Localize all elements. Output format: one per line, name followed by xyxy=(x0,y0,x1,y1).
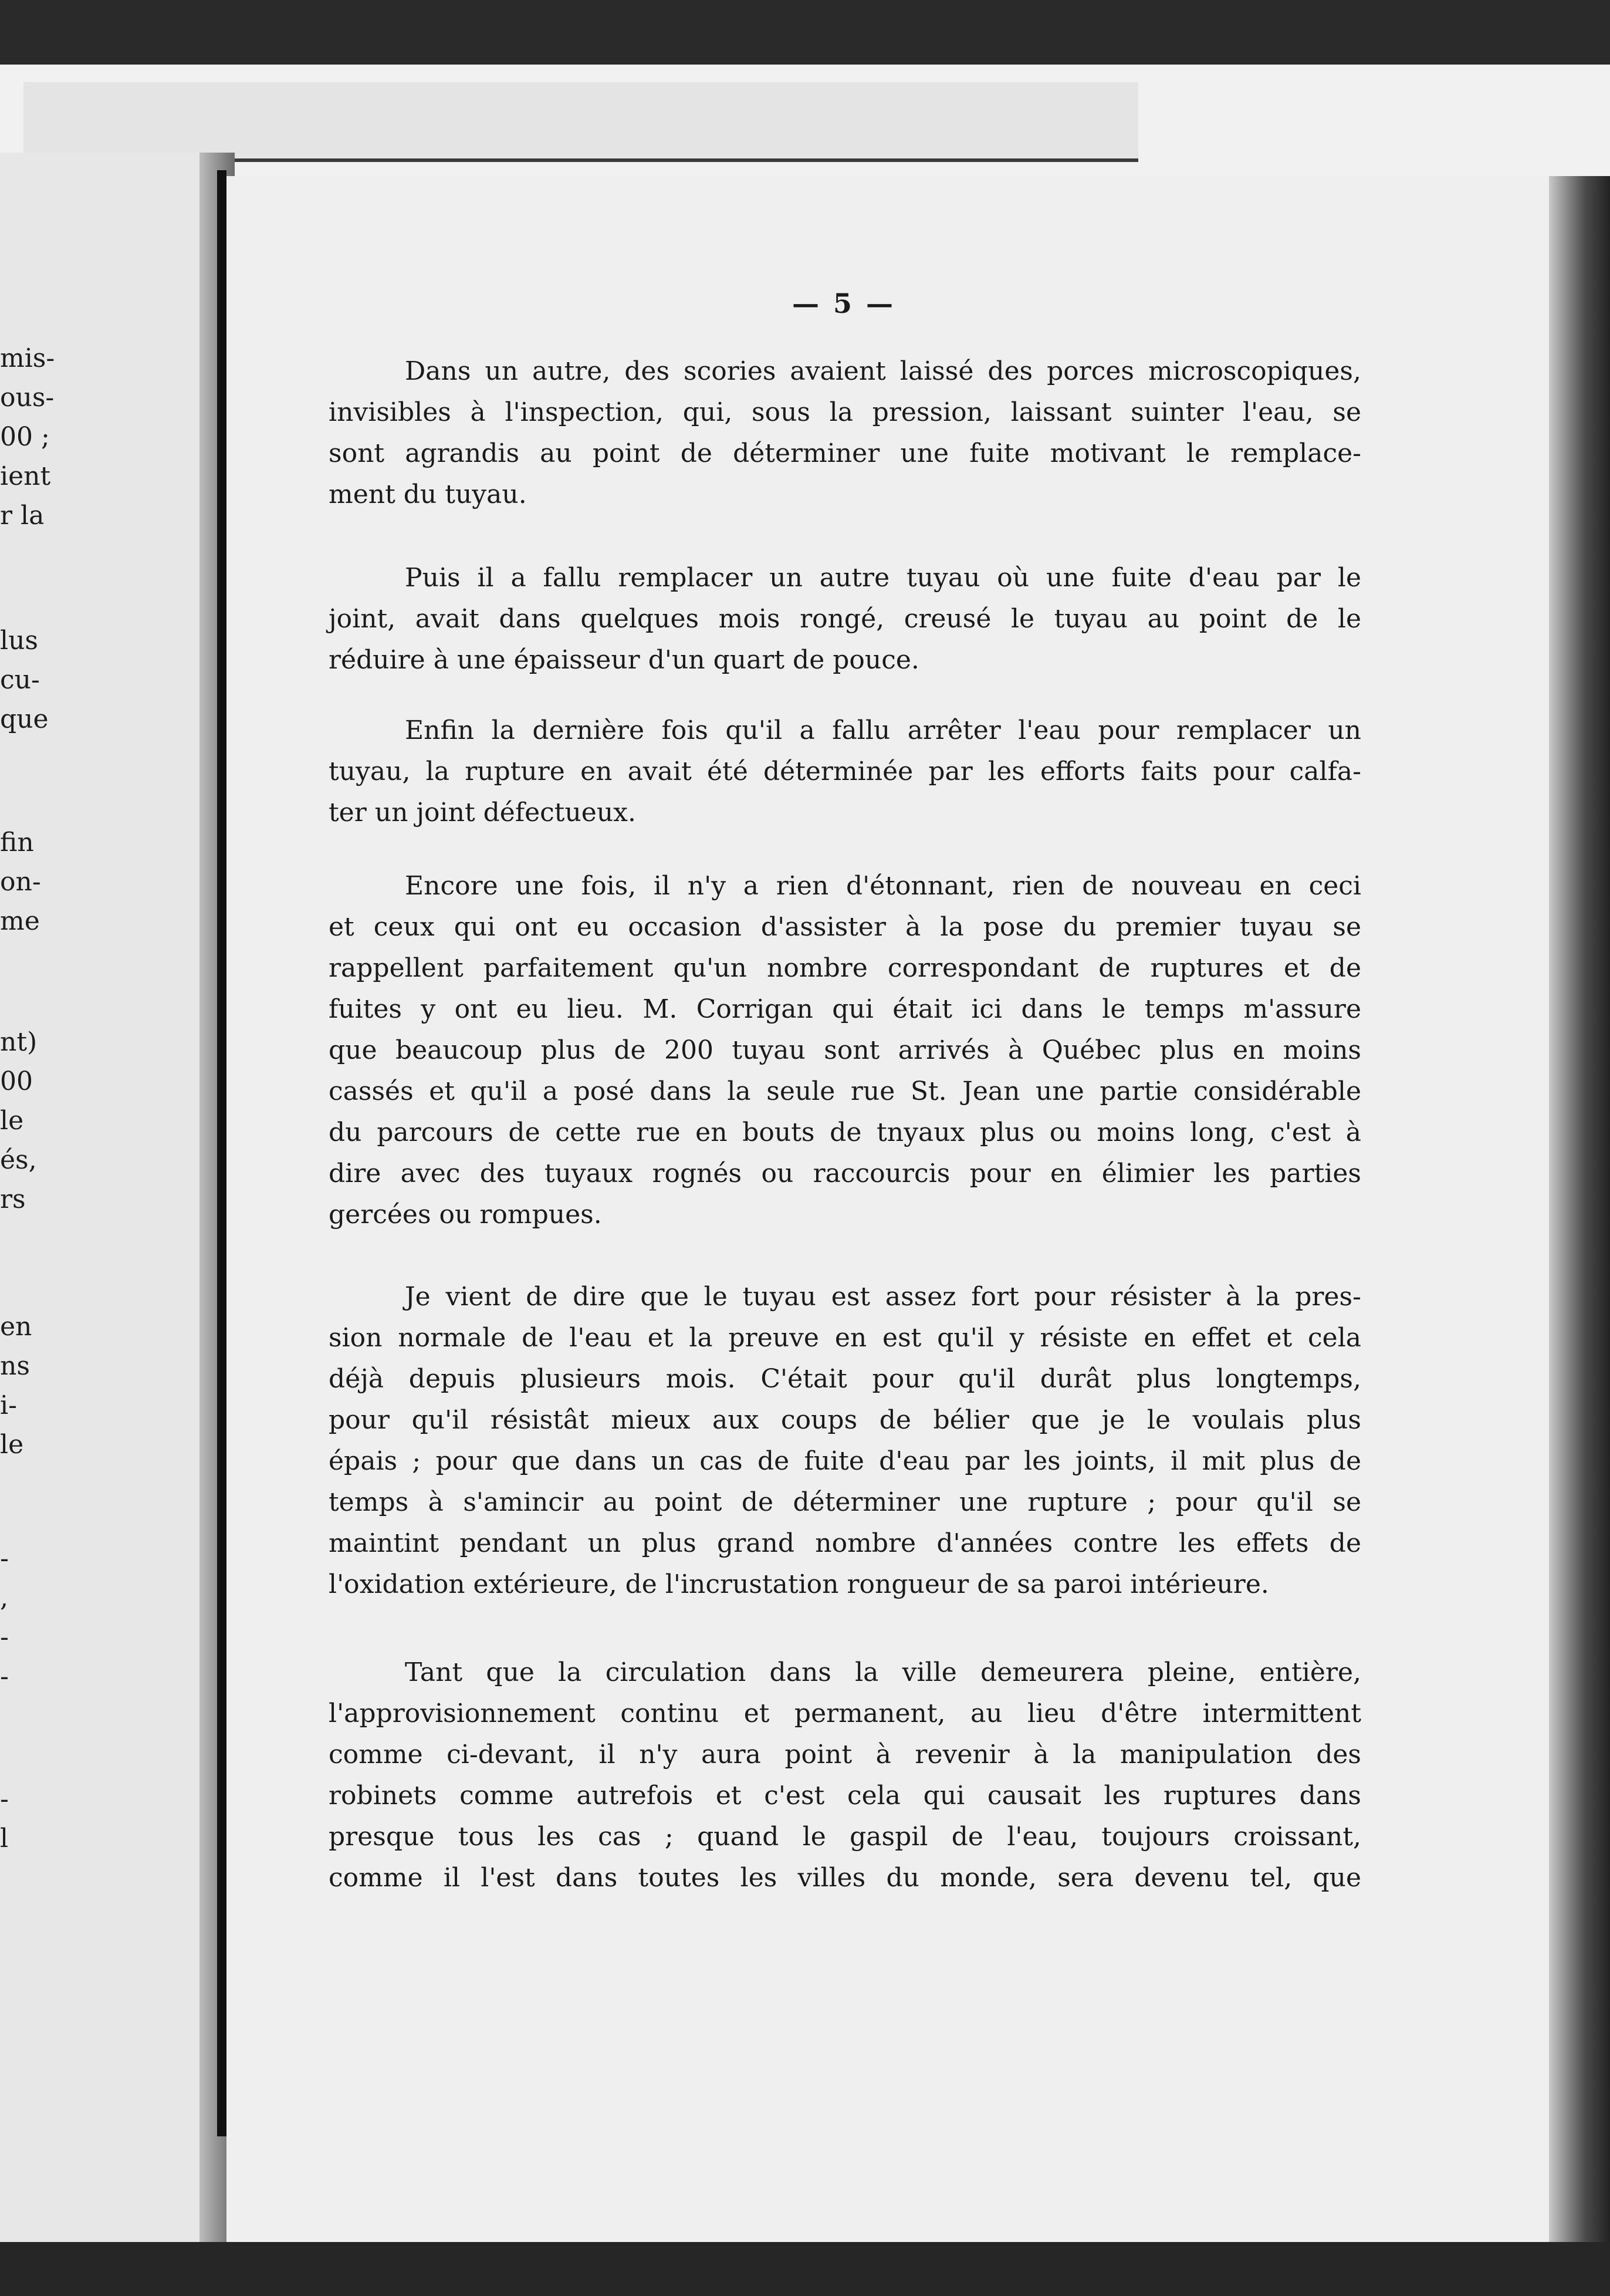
left-page-fragment: le xyxy=(0,1106,24,1136)
page-number: — 5 — xyxy=(792,288,896,319)
left-page-fragment: rs xyxy=(0,1184,26,1214)
text-line: joint, avait dans quelques mois rongé, creusé le tuyau au point de le xyxy=(329,604,1361,634)
left-page-fragment: cu- xyxy=(0,665,40,695)
left-page-fragment: me xyxy=(0,906,40,936)
text-line: tuyau, la rupture en avait été déterminée par les efforts faits pour calfa- xyxy=(329,757,1361,786)
text-line: dire avec des tuyaux rognés ou raccourcis pour en élimier les parties xyxy=(329,1159,1361,1188)
gutter-line xyxy=(217,170,226,2136)
text-line: déjà depuis plusieurs mois. C'était pour qu'il durât plus longtemps, xyxy=(329,1364,1361,1394)
text-line: ment du tuyau. xyxy=(329,480,527,509)
text-line: robinets comme autrefois et c'est cela qui causait les ruptures dans xyxy=(329,1781,1361,1811)
text-line: Puis il a fallu remplacer un autre tuyau où une fuite d'eau par le xyxy=(405,563,1361,593)
text-line: ter un joint défectueux. xyxy=(329,798,636,828)
left-page-fragment: - xyxy=(0,1544,9,1574)
left-page-fragment: mis- xyxy=(0,343,55,373)
left-page-fragment: 00 ; xyxy=(0,422,50,452)
text-line: presque tous les cas ; quand le gaspil de l'eau, toujours croissant, xyxy=(329,1822,1361,1852)
text-line: sion normale de l'eau et la preuve en est qu'il y résiste en effet et cela xyxy=(329,1323,1361,1353)
left-page-fragment: ient xyxy=(0,461,51,491)
text-line: Enfin la dernière fois qu'il a fallu arrêter l'eau pour remplacer un xyxy=(405,715,1361,745)
text-line: rappellent parfaitement qu'un nombre correspondant de ruptures et de xyxy=(329,953,1361,983)
left-page-fragment: r la xyxy=(0,501,45,531)
left-page-fragment: en xyxy=(0,1312,32,1342)
left-page-fragment: - xyxy=(0,1622,9,1652)
text-line: invisibles à l'inspection, qui, sous la pression, laissant suinter l'eau, se xyxy=(329,397,1361,427)
left-page-fragment: que xyxy=(0,704,49,734)
text-line: Tant que la circulation dans la ville demeurera pleine, entière, xyxy=(405,1657,1361,1687)
left-page-fragment: - xyxy=(0,1662,9,1691)
text-line: comme ci-devant, il n'y aura point à revenir à la manipulation des xyxy=(329,1740,1361,1770)
left-page-fragment: fin xyxy=(0,828,34,857)
text-line: gercées ou rompues. xyxy=(329,1200,602,1230)
left-page-fragment: 00 xyxy=(0,1066,33,1096)
text-line: Encore une fois, il n'y a rien d'étonnant, rien de nouveau en ceci xyxy=(405,871,1361,901)
text-line: fuites y ont eu lieu. M. Corrigan qui était ici dans le temps m'assure xyxy=(329,994,1361,1024)
text-line: épais ; pour que dans un cas de fuite d'eau par les joints, il mit plus de xyxy=(329,1446,1361,1476)
paragraph xyxy=(329,351,1361,515)
left-page-fragment: lus xyxy=(0,626,38,656)
text-line: l'oxidation extérieure, de l'incrustation rongueur de sa paroi intérieure. xyxy=(329,1569,1269,1599)
left-page-fragment: - xyxy=(0,1784,9,1814)
scan-border-bottom xyxy=(0,2242,1610,2296)
left-facing-page xyxy=(0,153,217,2242)
paragraph xyxy=(329,710,1361,833)
text-line: l'approvisionnement continu et permanent, au lieu d'être intermittent xyxy=(329,1699,1361,1728)
left-page-fragment: , xyxy=(0,1583,8,1613)
paragraph xyxy=(329,1277,1361,1605)
text-line: Dans un autre, des scories avaient laissé des porces microscopiques, xyxy=(405,356,1361,386)
text-line: comme il l'est dans toutes les villes du monde, sera devenu tel, que xyxy=(329,1863,1361,1893)
paragraph xyxy=(329,1652,1361,1899)
left-page-fragment: ns xyxy=(0,1351,30,1381)
paragraph xyxy=(329,558,1361,681)
page-edge-strip xyxy=(23,82,1138,162)
text-line: pour qu'il résistât mieux aux coups de bélier que je le voulais plus xyxy=(329,1405,1361,1435)
text-line: temps à s'amincir au point de déterminer une rupture ; pour qu'il se xyxy=(329,1487,1361,1517)
text-line: réduire à une épaisseur d'un quart de pouce. xyxy=(329,645,919,675)
left-page-fragment: és, xyxy=(0,1145,37,1175)
text-line: et ceux qui ont eu occasion d'assister à la pose du premier tuyau se xyxy=(329,912,1361,942)
text-line: sont agrandis au point de déterminer une fuite motivant le remplace- xyxy=(329,438,1361,468)
scan-border-top xyxy=(0,0,1610,65)
page-edge-right xyxy=(1549,176,1610,2242)
left-page-fragment: ous- xyxy=(0,383,55,413)
text-line: maintint pendant un plus grand nombre d'années contre les effets de xyxy=(329,1528,1361,1558)
paragraph xyxy=(329,866,1361,1235)
text-line: du parcours de cette rue en bouts de tnyaux plus ou moins long, c'est à xyxy=(329,1117,1361,1147)
left-page-fragment: nt) xyxy=(0,1027,38,1057)
text-line: Je vient de dire que le tuyau est assez fort pour résister à la pres- xyxy=(405,1282,1361,1312)
left-page-fragment: le xyxy=(0,1430,24,1460)
left-page-fragment: i- xyxy=(0,1390,17,1420)
text-line: cassés et qu'il a posé dans la seule rue St. Jean une partie considérable xyxy=(329,1076,1361,1106)
left-page-fragment: l xyxy=(0,1824,9,1853)
left-page-fragment: on- xyxy=(0,867,41,897)
text-line: que beaucoup plus de 200 tuyau sont arrivés à Québec plus en moins xyxy=(329,1035,1361,1065)
